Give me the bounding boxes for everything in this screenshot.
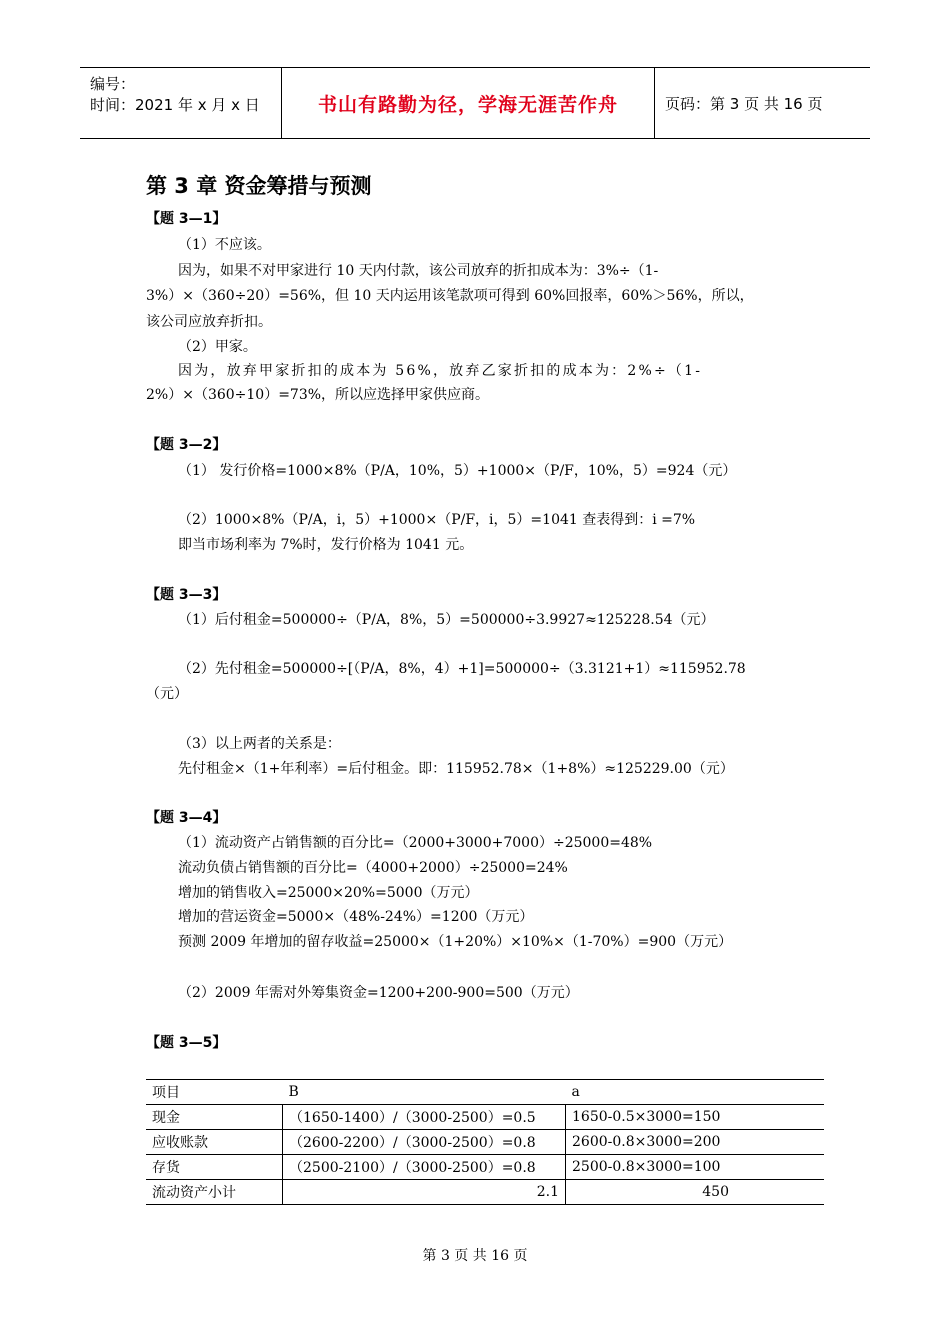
column-header: B — [283, 1080, 566, 1105]
table-cell: 450 — [566, 1180, 825, 1205]
table-cell: 1650-0.5×3000=150 — [566, 1105, 825, 1130]
text-line: 增加的营运资金=5000×（48%-24%）=1200（万元） — [178, 909, 534, 925]
page-label: 页码：第 3 页 共 16 页 — [665, 94, 823, 113]
table-cell: 2500-0.8×3000=100 — [566, 1155, 825, 1180]
table-cell: 现金 — [146, 1105, 283, 1130]
motto: 书山有路勤为径，学海无涯苦作舟 — [281, 68, 655, 138]
text-line: （2）2009 年需对外筹集资金=1200+200-900=500（万元） — [178, 985, 579, 1001]
column-header: a — [566, 1080, 825, 1105]
text-line: 因为，放弃甲家折扣的成本为 56%，放弃乙家折扣的成本为：2%÷（1- — [178, 363, 703, 379]
text-line: 预测 2009 年增加的留存收益=25000×（1+20%）×10%×（1-70%）=900（万元） — [178, 934, 733, 950]
text-line: （1）不应该。 — [178, 237, 271, 253]
text-line: 2%）×（360÷10）=73%，所以应选择甲家供应商。 — [146, 387, 490, 403]
text-line: 即当市场利率为 7%时，发行价格为 1041 元。 — [178, 537, 474, 553]
question-heading: 【题 3—2】 — [146, 437, 227, 453]
table-cell: （2500-2100）/（3000-2500）=0.8 — [283, 1155, 566, 1180]
text-line: （2）1000×8%（P/A，i，5）+1000×（P/F，i，5）=1041 查表得到：i =7% — [178, 512, 696, 528]
table-cell: （2600-2200）/（3000-2500）=0.8 — [283, 1130, 566, 1155]
text-line: 流动负债占销售额的百分比=（4000+2000）÷25000=24% — [178, 860, 568, 876]
question-heading: 【题 3—4】 — [146, 810, 227, 826]
text-line: （元） — [146, 686, 188, 702]
text-line: （3）以上两者的关系是： — [178, 736, 341, 752]
page-footer: 第 3 页 共 16 页 — [422, 1248, 528, 1264]
regression-table — [146, 1079, 824, 1205]
date-label: 时间：2021 年 x 月 x 日 — [90, 96, 260, 114]
table-cell: 存货 — [146, 1155, 283, 1180]
chapter-title: 第 3 章 资金筹措与预测 — [146, 174, 372, 198]
number-label: 编号： — [90, 75, 136, 93]
table-cell: （1650-1400）/（3000-2500）=0.5 — [283, 1105, 566, 1130]
header-left — [80, 68, 281, 138]
text-line: 先付租金×（1+年利率）=后付租金。即：115952.78×（1+8%）≈125229.00（元） — [178, 761, 734, 777]
text-line: （1） 发行价格=1000×8%（P/A，10%，5）+1000×（P/F，10%，5）=924（元） — [178, 463, 737, 479]
text-line: （1）流动资产占销售额的百分比=（2000+3000+7000）÷25000=48% — [178, 835, 653, 851]
question-heading: 【题 3—3】 — [146, 587, 227, 603]
table-cell: 流动资产小计 — [146, 1180, 283, 1205]
table-cell: 应收账款 — [146, 1130, 283, 1155]
page-header — [80, 67, 870, 139]
table-row — [146, 1180, 824, 1205]
text-line: （1）后付租金=500000÷（P/A，8%，5）=500000÷3.9927≈125228.54（元） — [178, 612, 715, 628]
text-line: 因为，如果不对甲家进行 10 天内付款，该公司放弃的折扣成本为：3%÷（1- — [178, 263, 659, 279]
text-line: （2）先付租金=500000÷[（P/A，8%，4）+1]=500000÷（3.3121+1）≈115952.78 — [178, 661, 746, 677]
text-line: 增加的销售收入=25000×20%=5000（万元） — [178, 885, 479, 901]
column-header: 项目 — [146, 1080, 283, 1105]
table-row — [146, 1105, 824, 1130]
text-line: 3%）×（360÷20）=56%，但 10 天内运用该笔款项可得到 60%回报率，60%＞56%，所以， — [146, 288, 754, 304]
text-line: （2）甲家。 — [178, 339, 257, 355]
table-cell: 2.1 — [283, 1180, 566, 1205]
table-cell: 2600-0.8×3000=200 — [566, 1130, 825, 1155]
table-row — [146, 1130, 824, 1155]
text-line: 该公司应放弃折扣。 — [146, 314, 272, 330]
question-heading: 【题 3—1】 — [146, 211, 227, 227]
table-header-row — [146, 1080, 824, 1105]
table-row — [146, 1155, 824, 1180]
question-heading: 【题 3—5】 — [146, 1035, 227, 1051]
